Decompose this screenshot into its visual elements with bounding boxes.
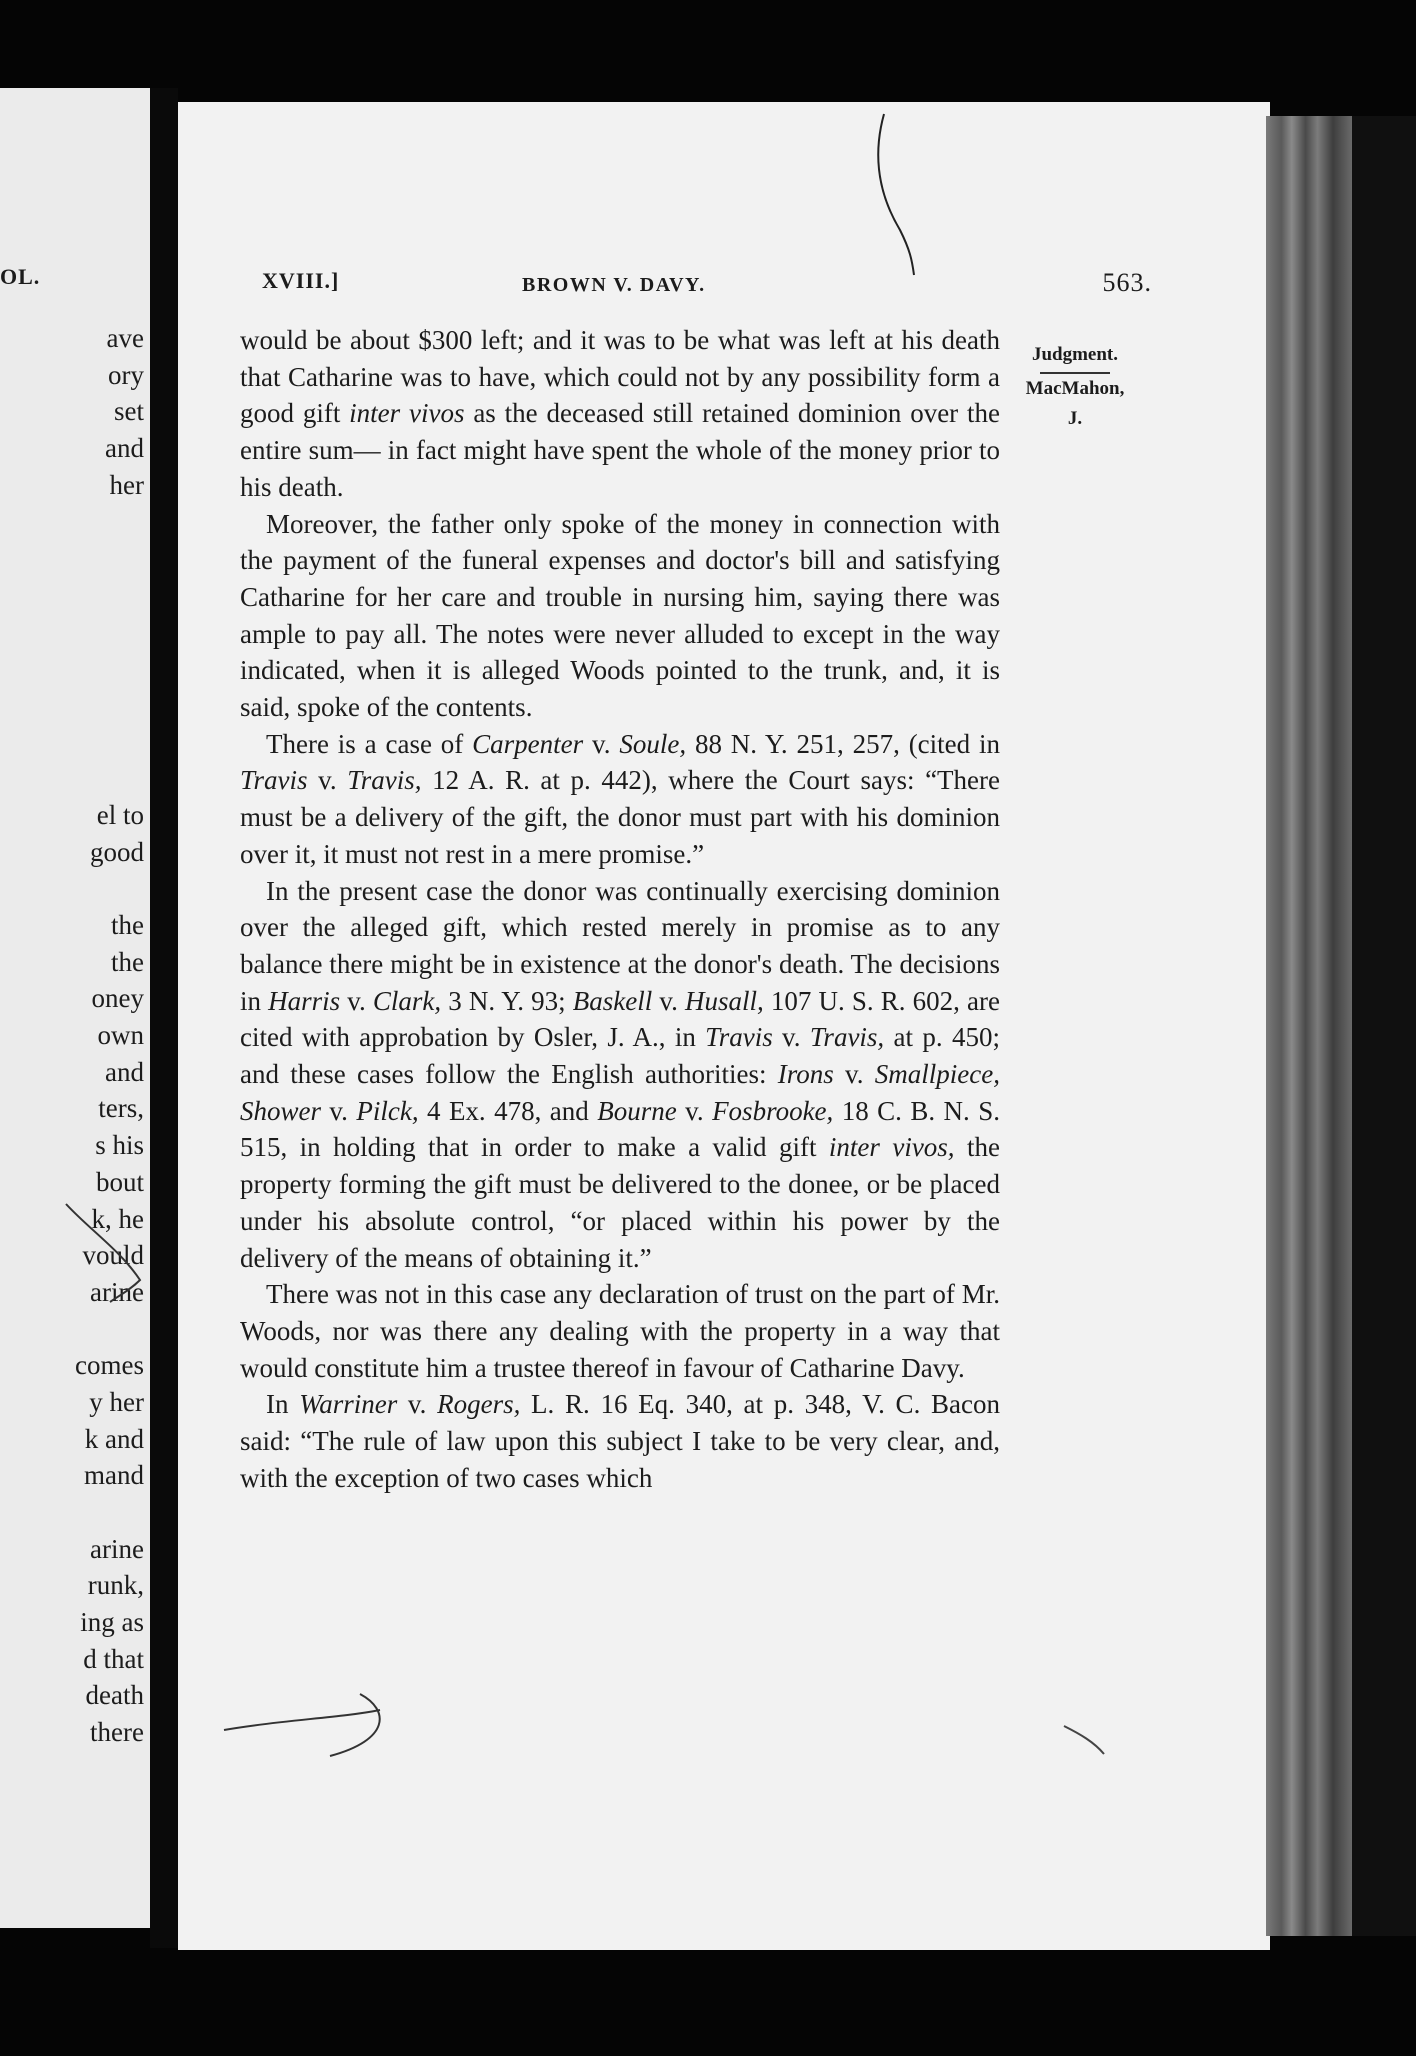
left-page-line: and — [105, 1056, 144, 1087]
left-page-line — [75, 540, 144, 577]
left-page-line: s his — [95, 1130, 144, 1161]
text-run: v. — [307, 765, 348, 796]
text-run: v. — [321, 1095, 357, 1126]
left-page-line: death — [85, 1680, 144, 1711]
italic-citation: Warriner — [299, 1389, 398, 1420]
italic-citation: Soule, — [619, 728, 687, 759]
text-run: 4 Ex. 478, and — [418, 1095, 598, 1126]
left-page-line: el to — [96, 799, 144, 830]
text-run: v. — [833, 1059, 875, 1090]
left-page-text-fragments — [75, 320, 144, 1751]
text-run: There was not in this case any declaration of trust on the part of Mr. Woods, nor was there any dealing with the property in a way that would constitute him a trustee thereof in favour of Catharine Davy. — [240, 1279, 1000, 1383]
left-page-line: her — [109, 469, 144, 500]
left-page-line: k, he — [91, 1203, 144, 1234]
text-run: 12 A. R. at p. 442), where the Court says: “There must be a delivery of the gift, the donor must part with his dominion over it, it must not rest in a mere promise.” — [240, 765, 1001, 869]
italic-citation: inter vivos — [349, 398, 465, 429]
margin-note-judgment: Judgment. — [1031, 344, 1119, 365]
italic-citation: Travis, — [809, 1022, 885, 1053]
left-page-line: vould — [82, 1240, 144, 1271]
paragraph-p4 — [240, 873, 1000, 1277]
left-page-header-fragment: OL. — [0, 264, 41, 289]
left-page-line: own — [97, 1020, 144, 1051]
italic-citation: Rogers, — [437, 1389, 521, 1420]
italic-citation: Irons — [777, 1059, 834, 1090]
italic-citation: Baskell — [572, 985, 653, 1016]
left-page-line: bout — [95, 1166, 144, 1197]
text-run: v. — [676, 1095, 713, 1126]
pencil-mark-top — [870, 110, 930, 280]
left-page-line — [75, 650, 144, 687]
paragraph-p5 — [240, 1276, 1000, 1386]
left-page-line: the — [111, 910, 144, 940]
page-number: 563. — [1102, 268, 1152, 297]
left-page-line: good — [90, 836, 144, 867]
text-run: There is a case of — [266, 728, 473, 759]
left-page-line — [75, 1494, 144, 1531]
left-page-line — [75, 614, 144, 651]
left-page-line: there — [90, 1717, 144, 1748]
italic-citation: Carpenter — [472, 728, 584, 759]
left-page-line: ing as — [80, 1607, 144, 1638]
left-page-line: comes — [75, 1350, 144, 1381]
left-page-line: y her — [89, 1386, 144, 1417]
body-text — [240, 322, 1000, 1497]
italic-citation: Travis, — [347, 765, 422, 796]
italic-citation: Pilck, — [356, 1095, 419, 1126]
left-page-line — [75, 724, 144, 761]
left-page-line: and — [105, 433, 144, 464]
text-run: the property forming the gift must be delivered to the donee, or be placed under his absolute control, “or placed within his power by the delivery of the means of obtaining it.” — [240, 1132, 1000, 1273]
italic-citation: Clark, — [372, 985, 442, 1016]
left-page-line: runk, — [87, 1570, 144, 1601]
left-page-fragment — [0, 88, 150, 1928]
left-page-line: d that — [83, 1643, 144, 1674]
book-gutter — [150, 88, 178, 1948]
italic-citation: Harris — [268, 985, 341, 1016]
pencil-mark-bottom — [220, 1690, 420, 1760]
pencil-mark-left — [60, 1200, 150, 1310]
left-page-line: ave — [106, 323, 144, 353]
paragraph-p1 — [240, 322, 1000, 506]
italic-citation: Fosbrooke, — [712, 1095, 834, 1126]
left-page-line — [75, 1311, 144, 1348]
left-page-line — [75, 503, 144, 540]
left-page-line: arine — [90, 1533, 144, 1564]
left-page-line: ory — [108, 359, 144, 390]
paragraph-p6 — [240, 1386, 1000, 1496]
text-run: at p. 450; and these cases follow the English authorities: — [240, 1022, 1000, 1090]
volume-marker: XVIII.] — [262, 268, 340, 293]
text-run: In — [266, 1389, 300, 1420]
left-page-line: arine — [90, 1276, 144, 1307]
running-title: BROWN V. DAVY. — [522, 274, 706, 296]
left-page-line: ters, — [98, 1093, 144, 1124]
left-page-line: k and — [84, 1423, 144, 1454]
page-edges — [1266, 116, 1352, 1936]
left-page-line: set — [114, 396, 144, 427]
margin-note-judge: MacMahon, — [1025, 378, 1125, 399]
text-run: 88 N. Y. 251, 257, (cited in — [686, 728, 1001, 759]
text-run: L. R. 16 Eq. 340, at p. 348, V. C. Bacon said: “The rule of law upon this subject I take to be very clear, and, with the exception of two cases which — [240, 1389, 1000, 1493]
text-run: v. — [772, 1022, 810, 1053]
paragraph-p3 — [240, 726, 1000, 873]
running-header — [262, 268, 1162, 308]
italic-citation: inter vivos, — [828, 1132, 955, 1163]
text-run: Moreover, the father only spoke of the money in connection with the payment of the funeral expenses and doctor's bill and satisfying Catharine for her care and trouble in nursing him, saying there was ample to pay all. The notes were never alluded to except in the way indicated, when it is alleged Woods pointed to the trunk, and, it is said, spoke of the contents. — [240, 508, 1000, 723]
paragraph-p2 — [240, 506, 1000, 726]
text-run: as the deceased still retained dominion over the entire sum— in fact might have spent the whole of the money prior to his death. — [240, 398, 1000, 502]
margin-note-initial: J. — [1067, 408, 1083, 429]
text-run: 18 C. B. N. S. 515, in holding that in order to make a valid gift — [240, 1095, 1000, 1163]
italic-citation: Smallpiece, Shower — [240, 1059, 1000, 1126]
left-page-line: the — [111, 946, 144, 977]
text-run: v. — [397, 1389, 438, 1420]
text-run: would be about $300 left; and it was to be what was left at his death that Catharine was to have, which could not by any possibility form a good gift — [240, 325, 1000, 429]
italic-citation: Travis — [705, 1022, 773, 1053]
left-page-line — [75, 687, 144, 724]
text-run: 3 N. Y. 93; — [441, 985, 573, 1016]
italic-citation: Travis — [240, 765, 308, 796]
margin-note — [1010, 340, 1140, 434]
text-run: v. — [583, 728, 620, 759]
left-page-line — [75, 760, 144, 797]
left-page-line: oney — [91, 983, 144, 1014]
scan-border — [1352, 116, 1416, 1936]
left-page-line — [75, 870, 144, 907]
text-run: In the present case the donor was continually exercising dominion over the alleged gift, which rested merely in promise as to any balance there might be in existence at the donor's death. The decisions in — [240, 875, 1000, 1016]
pencil-mark-right — [1060, 1720, 1110, 1760]
text-run: v. — [340, 985, 373, 1016]
italic-citation: Bourne — [597, 1095, 677, 1126]
text-run: 107 U. S. R. 602, are cited with approbation by Osler, J. A., in — [240, 985, 1000, 1053]
italic-citation: Husall, — [685, 985, 764, 1016]
text-run: v. — [652, 985, 686, 1016]
left-page-line — [75, 577, 144, 614]
left-page-line: mand — [84, 1460, 144, 1491]
